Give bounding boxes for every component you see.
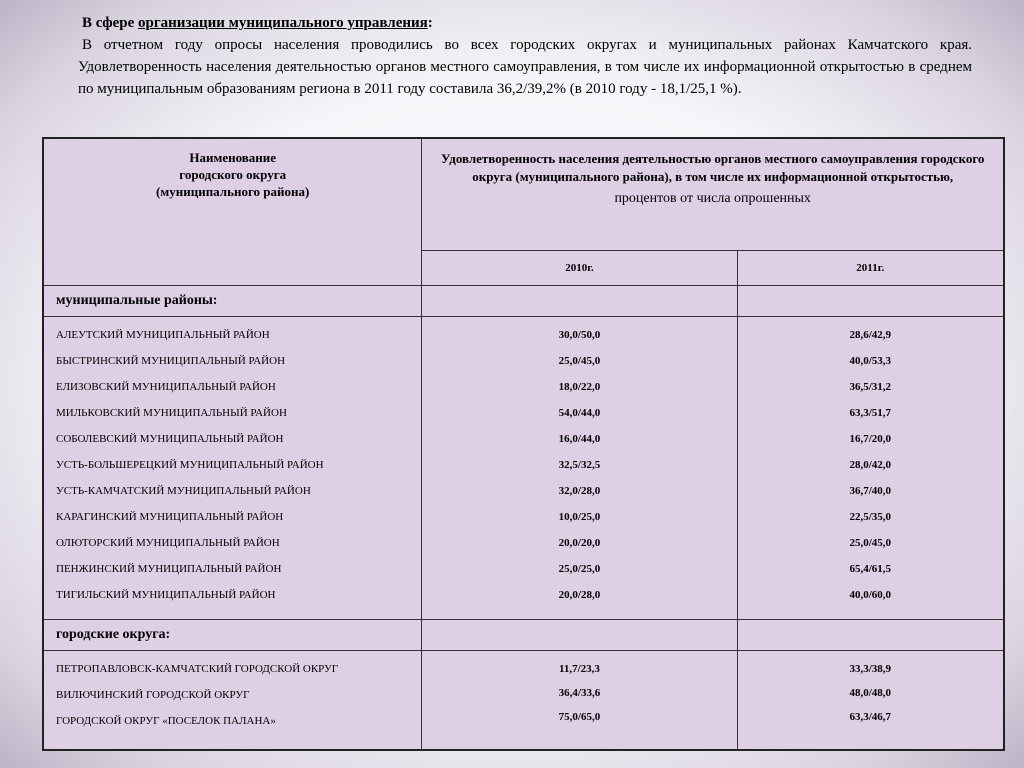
district-row-value-2010: 32,0/28,0	[558, 485, 601, 497]
district-row-name: АЛЕУТСКИЙ МУНИЦИПАЛЬНЫЙ РАЙОН	[56, 329, 270, 341]
district-row-value-2010: 16,0/44,0	[558, 433, 601, 445]
section-label-city-districts: городские округа:	[43, 620, 422, 651]
header-left-line: городского округа	[179, 167, 287, 182]
district-row-value-2010: 54,0/44,0	[558, 407, 601, 419]
district-row-value-2011: 28,6/42,9	[849, 329, 892, 341]
intro-heading	[82, 12, 972, 34]
district-row-value-2010: 20,0/28,0	[558, 589, 601, 601]
header-right-light: процентов от числа опрошенных	[614, 191, 811, 206]
satisfaction-table	[42, 137, 1005, 751]
header-left-line: Наименование	[189, 150, 277, 165]
district-row-value-2011: 40,0/60,0	[849, 589, 892, 601]
empty-cell	[422, 620, 737, 651]
city-2010-cell	[422, 651, 737, 751]
districts-2010-cell	[422, 317, 737, 620]
district-row-name: МИЛЬКОВСКИЙ МУНИЦИПАЛЬНЫЙ РАЙОН	[56, 407, 287, 419]
heading-link: организации муниципального управления	[138, 15, 428, 31]
city-names-cell	[43, 651, 422, 751]
district-row-name: ЕЛИЗОВСКИЙ МУНИЦИПАЛЬНЫЙ РАЙОН	[56, 381, 276, 393]
district-row-name: ОЛЮТОРСКИЙ МУНИЦИПАЛЬНЫЙ РАЙОН	[56, 537, 280, 549]
city-row-name: ВИЛЮЧИНСКИЙ ГОРОДСКОЙ ОКРУГ	[56, 689, 250, 701]
city-row-name: ПЕТРОПАВЛОВСК-КАМЧАТСКИЙ ГОРОДСКОЙ ОКРУГ	[56, 663, 339, 675]
district-row-value-2011: 63,3/51,7	[849, 407, 892, 419]
district-row-value-2011: 22,5/35,0	[849, 511, 892, 523]
empty-cell	[737, 286, 1004, 317]
district-row-value-2010: 25,0/45,0	[558, 355, 601, 367]
section-label-districts: муниципальные районы:	[43, 286, 422, 317]
header-year-2011: 2011г.	[737, 251, 1004, 286]
district-row-value-2010: 32,5/32,5	[558, 459, 601, 471]
city-row-value-2010: 36,4/33,6	[558, 687, 601, 699]
district-row-value-2011: 28,0/42,0	[849, 459, 892, 471]
district-row-value-2010: 25,0/25,0	[558, 563, 601, 575]
heading-suffix: :	[427, 15, 433, 31]
district-row-name: БЫСТРИНСКИЙ МУНИЦИПАЛЬНЫЙ РАЙОН	[56, 355, 286, 367]
district-row-name: ПЕНЖИНСКИЙ МУНИЦИПАЛЬНЫЙ РАЙОН	[56, 563, 282, 575]
intro-paragraph: В отчетном году опросы населения проводились во всех городских округах и муниципальных районах Камчатского края. Удовлетворенность населения деятельностью органов местного самоуправления, в том числе их информационной открытостью в среднем по муниципальным образованиям региона в 2011 году составила 36,2/39,2% (в 2010 году - 18,1/25,1 %).	[78, 37, 972, 97]
city-row-name: ГОРОДСКОЙ ОКРУГ «ПОСЕЛОК ПАЛАНА»	[56, 715, 276, 727]
district-row-value-2010: 30,0/50,0	[558, 329, 601, 341]
district-row-value-2011: 40,0/53,3	[849, 355, 892, 367]
district-row-value-2011: 36,7/40,0	[849, 485, 892, 497]
heading-prefix: В сфере	[82, 15, 139, 31]
header-name-column	[43, 138, 422, 286]
district-row-value-2011: 65,4/61,5	[849, 563, 892, 575]
district-row-name: УСТЬ-КАМЧАТСКИЙ МУНИЦИПАЛЬНЫЙ РАЙОН	[56, 485, 311, 497]
empty-cell	[422, 286, 737, 317]
district-row-name: УСТЬ-БОЛЬШЕРЕЦКИЙ МУНИЦИПАЛЬНЫЙ РАЙОН	[56, 459, 324, 471]
district-row-value-2011: 25,0/45,0	[849, 537, 892, 549]
header-right-bold: Удовлетворенность населения деятельностью органов местного самоуправления городского округа (муниципального района), в том числе их информационной открытостью,	[440, 151, 985, 184]
district-row-name: ТИГИЛЬСКИЙ МУНИЦИПАЛЬНЫЙ РАЙОН	[56, 589, 276, 601]
header-satisfaction-column	[422, 138, 1004, 251]
districts-2011-cell	[737, 317, 1004, 620]
empty-cell	[737, 620, 1004, 651]
city-row-value-2011: 48,0/48,0	[849, 687, 892, 699]
city-row-value-2011: 63,3/46,7	[849, 711, 892, 723]
district-row-value-2011: 36,5/31,2	[849, 381, 892, 393]
district-row-value-2011: 16,7/20,0	[849, 433, 892, 445]
header-left-line: (муниципального района)	[156, 184, 310, 199]
city-row-value-2010: 11,7/23,3	[558, 663, 600, 675]
city-row-value-2011: 33,3/38,9	[849, 663, 892, 675]
district-row-value-2010: 18,0/22,0	[558, 381, 601, 393]
city-2011-cell	[737, 651, 1004, 751]
districts-names-cell	[43, 317, 422, 620]
district-row-name: СОБОЛЕВСКИЙ МУНИЦИПАЛЬНЫЙ РАЙОН	[56, 433, 284, 445]
city-row-value-2010: 75,0/65,0	[558, 711, 601, 723]
intro-text	[78, 12, 972, 100]
district-row-value-2010: 10,0/25,0	[558, 511, 601, 523]
district-row-name: КАРАГИНСКИЙ МУНИЦИПАЛЬНЫЙ РАЙОН	[56, 511, 284, 523]
district-row-value-2010: 20,0/20,0	[558, 537, 601, 549]
header-year-2010: 2010г.	[422, 251, 737, 286]
